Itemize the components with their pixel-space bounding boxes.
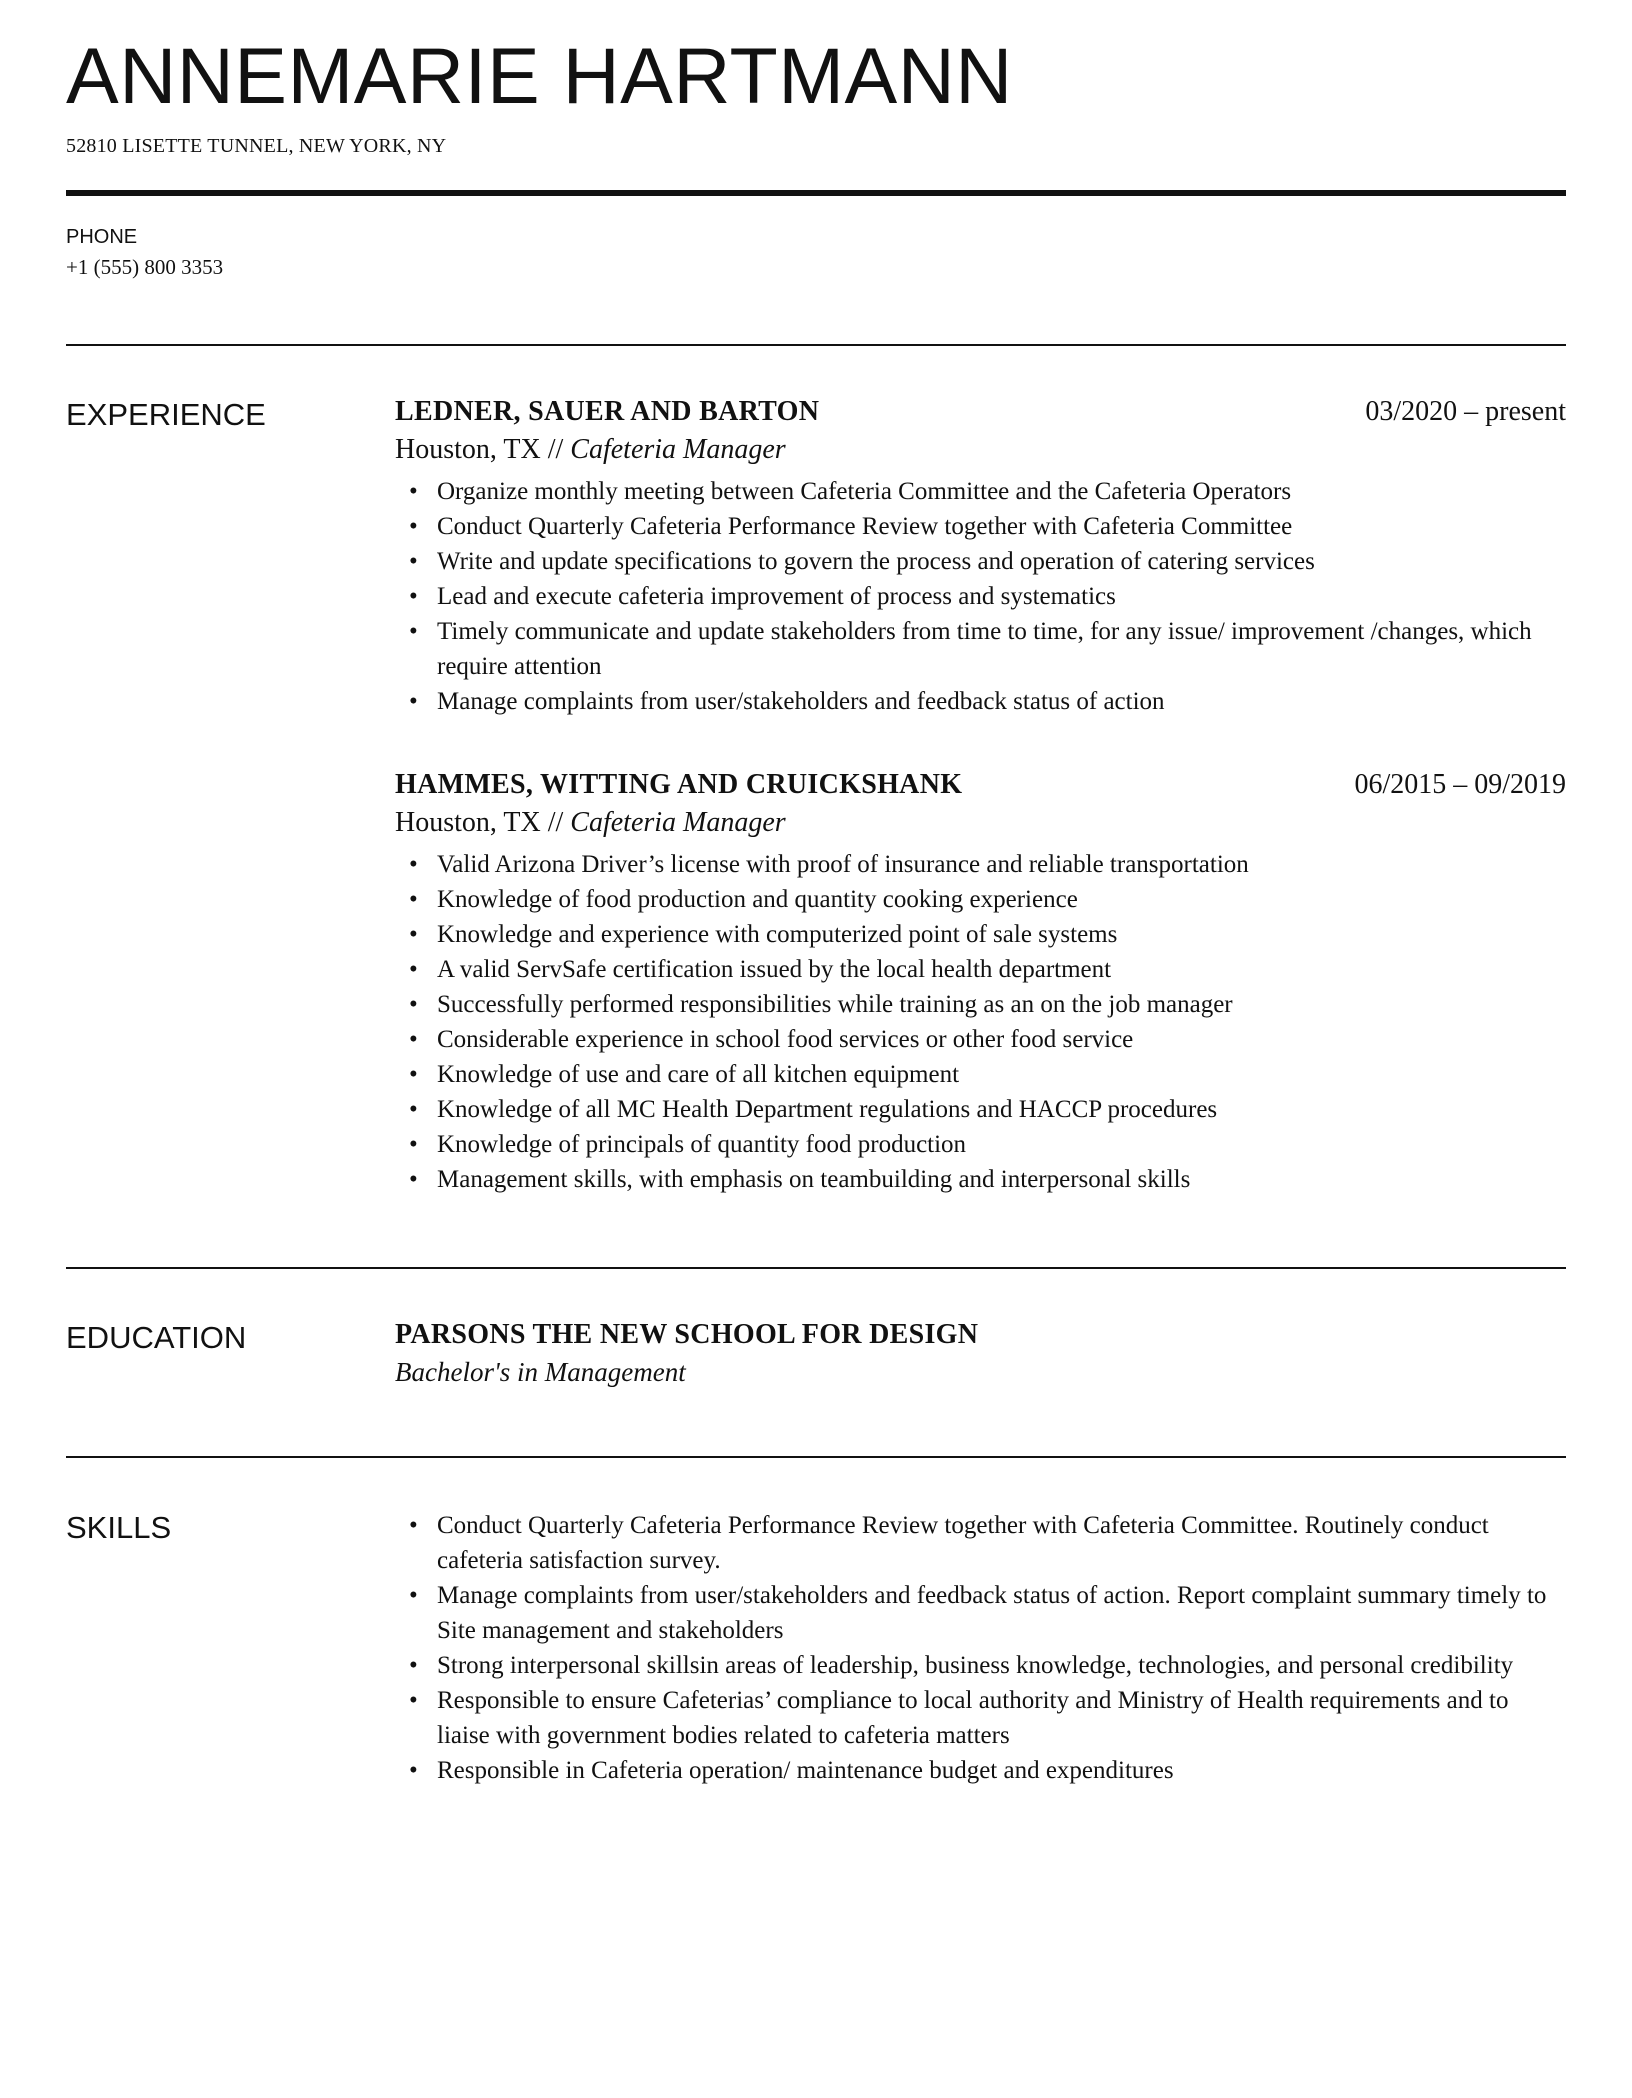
list-item: • A valid ServSafe certification issued by the local health department xyxy=(437,952,1566,987)
list-item: • Successfully performed responsibilities while training as an on the job manager xyxy=(437,987,1566,1022)
phone-label: PHONE xyxy=(66,226,138,248)
skills-list xyxy=(395,1508,1566,1788)
list-item: • Organize monthly meeting between Cafeteria Committee and the Cafeteria Operators xyxy=(437,474,1566,509)
job-separator: // xyxy=(547,807,564,838)
company-name: HAMMES, WITTING AND CRUICKSHANK xyxy=(395,769,963,800)
school-name: PARSONS THE NEW SCHOOL FOR DESIGN xyxy=(395,1319,979,1350)
job-entry xyxy=(395,769,1566,1197)
job-subtitle xyxy=(395,807,1566,839)
list-item: • Lead and execute cafeteria improvement of process and systematics xyxy=(437,579,1566,614)
job-role: Cafeteria Manager xyxy=(570,434,786,465)
list-item: • Knowledge and experience with computerized point of sale systems xyxy=(437,917,1566,952)
job-separator: // xyxy=(547,434,564,465)
list-item: • Responsible to ensure Cafeterias’ compliance to local authority and Ministry of Health requirements and to liaise with government bodies related to cafeteria matters xyxy=(437,1683,1566,1753)
list-item: • Management skills, with emphasis on teambuilding and interpersonal skills xyxy=(437,1162,1566,1197)
experience-section xyxy=(66,396,1566,1197)
skills-title: SKILLS xyxy=(66,1510,172,1545)
phone-number: +1 (555) 800 3353 xyxy=(66,255,224,279)
list-item: • Knowledge of all MC Health Department regulations and HACCP procedures xyxy=(437,1092,1566,1127)
list-item: • Valid Arizona Driver’s license with proof of insurance and reliable transportation xyxy=(437,847,1566,882)
list-item: • Conduct Quarterly Cafeteria Performance Review together with Cafeteria Committee xyxy=(437,509,1566,544)
job-bullets xyxy=(395,847,1566,1197)
list-item: • Considerable experience in school food services or other food service xyxy=(437,1022,1566,1057)
job-location: Houston, TX xyxy=(395,807,541,838)
school-header xyxy=(395,1319,1566,1351)
list-item: • Manage complaints from user/stakeholders and feedback status of action. Report complaint summary timely to Site management and stakeholders xyxy=(437,1578,1566,1648)
education-section xyxy=(66,1319,1566,1388)
education-body xyxy=(395,1319,1566,1388)
job-subtitle xyxy=(395,434,1566,466)
section-divider xyxy=(66,344,1566,346)
job-bullets xyxy=(395,474,1566,719)
list-item: • Conduct Quarterly Cafeteria Performance Review together with Cafeteria Committee. Routinely conduct cafeteria satisfaction survey. xyxy=(437,1508,1566,1578)
list-item: • Manage complaints from user/stakeholders and feedback status of action xyxy=(437,684,1566,719)
list-item: • Strong interpersonal skillsin areas of leadership, business knowledge, technologies, and personal credibility xyxy=(437,1648,1566,1683)
job-location: Houston, TX xyxy=(395,434,541,465)
job-dates: 06/2015 – 09/2019 xyxy=(1354,769,1566,800)
skills-section xyxy=(66,1508,1566,1788)
list-item: • Knowledge of use and care of all kitchen equipment xyxy=(437,1057,1566,1092)
section-divider xyxy=(66,1267,1566,1269)
list-item: • Knowledge of principals of quantity food production xyxy=(437,1127,1566,1162)
list-item: • Timely communicate and update stakeholders from time to time, for any issue/ improvement /changes, which require attention xyxy=(437,614,1566,684)
company-name: LEDNER, SAUER AND BARTON xyxy=(395,396,820,427)
job-header xyxy=(395,769,1566,801)
resume-page xyxy=(66,0,1566,1788)
experience-body xyxy=(395,396,1566,1197)
job-role: Cafeteria Manager xyxy=(570,807,786,838)
candidate-address: 52810 LISETTE TUNNEL, NEW YORK, NY xyxy=(66,135,447,157)
candidate-name: ANNEMARIE HARTMANN xyxy=(66,31,1013,120)
job-entry xyxy=(395,396,1566,719)
experience-title: EXPERIENCE xyxy=(66,397,266,432)
list-item: • Write and update specifications to govern the process and operation of catering services xyxy=(437,544,1566,579)
degree: Bachelor's in Management xyxy=(395,1357,686,1387)
section-divider xyxy=(66,1456,1566,1458)
list-item: • Knowledge of food production and quantity cooking experience xyxy=(437,882,1566,917)
header-divider xyxy=(66,190,1566,196)
education-title: EDUCATION xyxy=(66,1320,247,1355)
job-dates: 03/2020 – present xyxy=(1365,396,1566,427)
skills-body xyxy=(395,1508,1566,1788)
job-header xyxy=(395,396,1566,428)
list-item: • Responsible in Cafeteria operation/ maintenance budget and expenditures xyxy=(437,1753,1566,1788)
